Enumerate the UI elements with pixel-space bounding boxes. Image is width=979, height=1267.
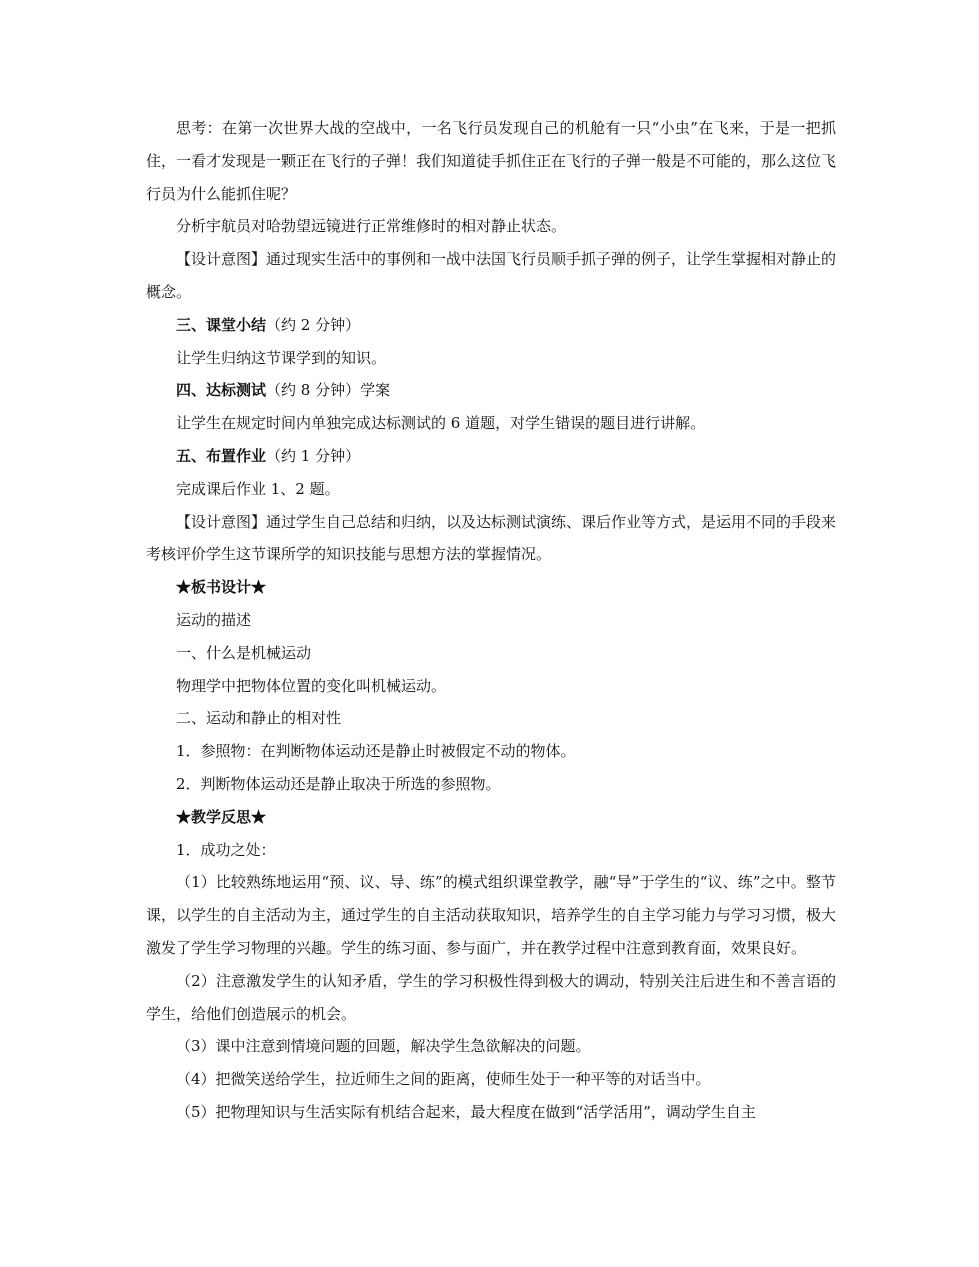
section-title-test: 四、达标测试	[176, 381, 267, 400]
paragraph-homework: 完成课后作业 1、2 题。	[176, 479, 340, 498]
section-note-homework: （约 1 分钟）	[266, 446, 361, 465]
paragraph-test: 让学生在规定时间内单独完成达标测试的 6 道题，对学生错误的题目进行讲解。	[176, 414, 706, 433]
section-title-homework: 五、布置作业	[176, 446, 267, 465]
heading-teaching-reflection: ★教学反思★	[176, 807, 267, 826]
section-heading-test	[146, 374, 836, 407]
reflection-line-2: （1）比较熟练地运用“预、议、导、练”的模式组织课堂教学，融“导”于学生的“议、练”之中。整节课，以学生的自主活动为主，通过学生的自主活动获取知识，培养学生的自主学习能力与学习习惯，极大激发了学生学习物理的兴趣。学生的练习面、参与面广，并在教学过程中注意到教育面，效果良好。	[146, 873, 837, 957]
reflection-line-6: （5）把物理知识与生活实际有机结合起来，最大程度在做到“活学活用”，调动学生自主	[176, 1102, 756, 1121]
board-line-3: 物理学中把物体位置的变化叫机械运动。	[176, 676, 447, 695]
paragraph-thinking: 思考：在第一次世界大战的空战中，一名飞行员发现自己的机舱有一只“小虫”在飞来，于是一把抓住，一看才发现是一颗正在飞行的子弹！我们知道徒手抓住正在飞行的子弹一般是不可能的，那么这位飞行员为什么能抓住呢？	[146, 119, 837, 203]
section-title-summary: 三、课堂小结	[176, 315, 267, 334]
paragraph-summary: 让学生归纳这节课学到的知识。	[176, 348, 387, 367]
board-line-6: 2．判断物体运动还是静止取决于所选的参照物。	[176, 774, 501, 793]
reflection-line-1: 1．成功之处：	[176, 840, 276, 859]
reflection-line-5: （4）把微笑送给学生，拉近师生之间的距离，使师生处于一种平等的对话当中。	[176, 1070, 711, 1089]
section-heading-summary	[146, 309, 836, 342]
board-line-5: 1．参照物：在判断物体运动还是静止时被假定不动的物体。	[176, 742, 576, 761]
reflection-line-3: （2）注意激发学生的认知矛盾，学生的学习积极性得到极大的调动，特别关注后进生和不善言语的学生，给他们创造展示的机会。	[146, 971, 836, 1023]
paragraph-analysis: 分析宇航员对哈勃望远镜进行正常维修时的相对静止状态。	[176, 217, 567, 236]
heading-board-design: ★板书设计★	[176, 578, 267, 597]
board-line-1: 运动的描述	[176, 610, 252, 629]
section-heading-homework	[146, 440, 836, 473]
paragraph-design-intent-2: 【设计意图】通过学生自己总结和归纳，以及达标测试演练、课后作业等方式，是运用不同的手段来考核评价学生这节课所学的知识技能与思想方法的掌握情况。	[146, 512, 837, 564]
section-note-test: （约 8 分钟）学案	[266, 381, 391, 400]
reflection-line-4: （3）课中注意到情境问题的回题，解决学生急欲解决的问题。	[176, 1037, 591, 1056]
paragraph-design-intent-1: 【设计意图】通过现实生活中的事例和一战中法国飞行员顺手抓子弹的例子，让学生掌握相对静止的概念。	[146, 250, 837, 301]
board-line-4: 二、运动和静止的相对性	[176, 709, 342, 728]
document-body	[146, 112, 836, 1129]
section-note-summary: （约 2 分钟）	[266, 315, 361, 334]
board-line-2: 一、什么是机械运动	[176, 643, 312, 662]
